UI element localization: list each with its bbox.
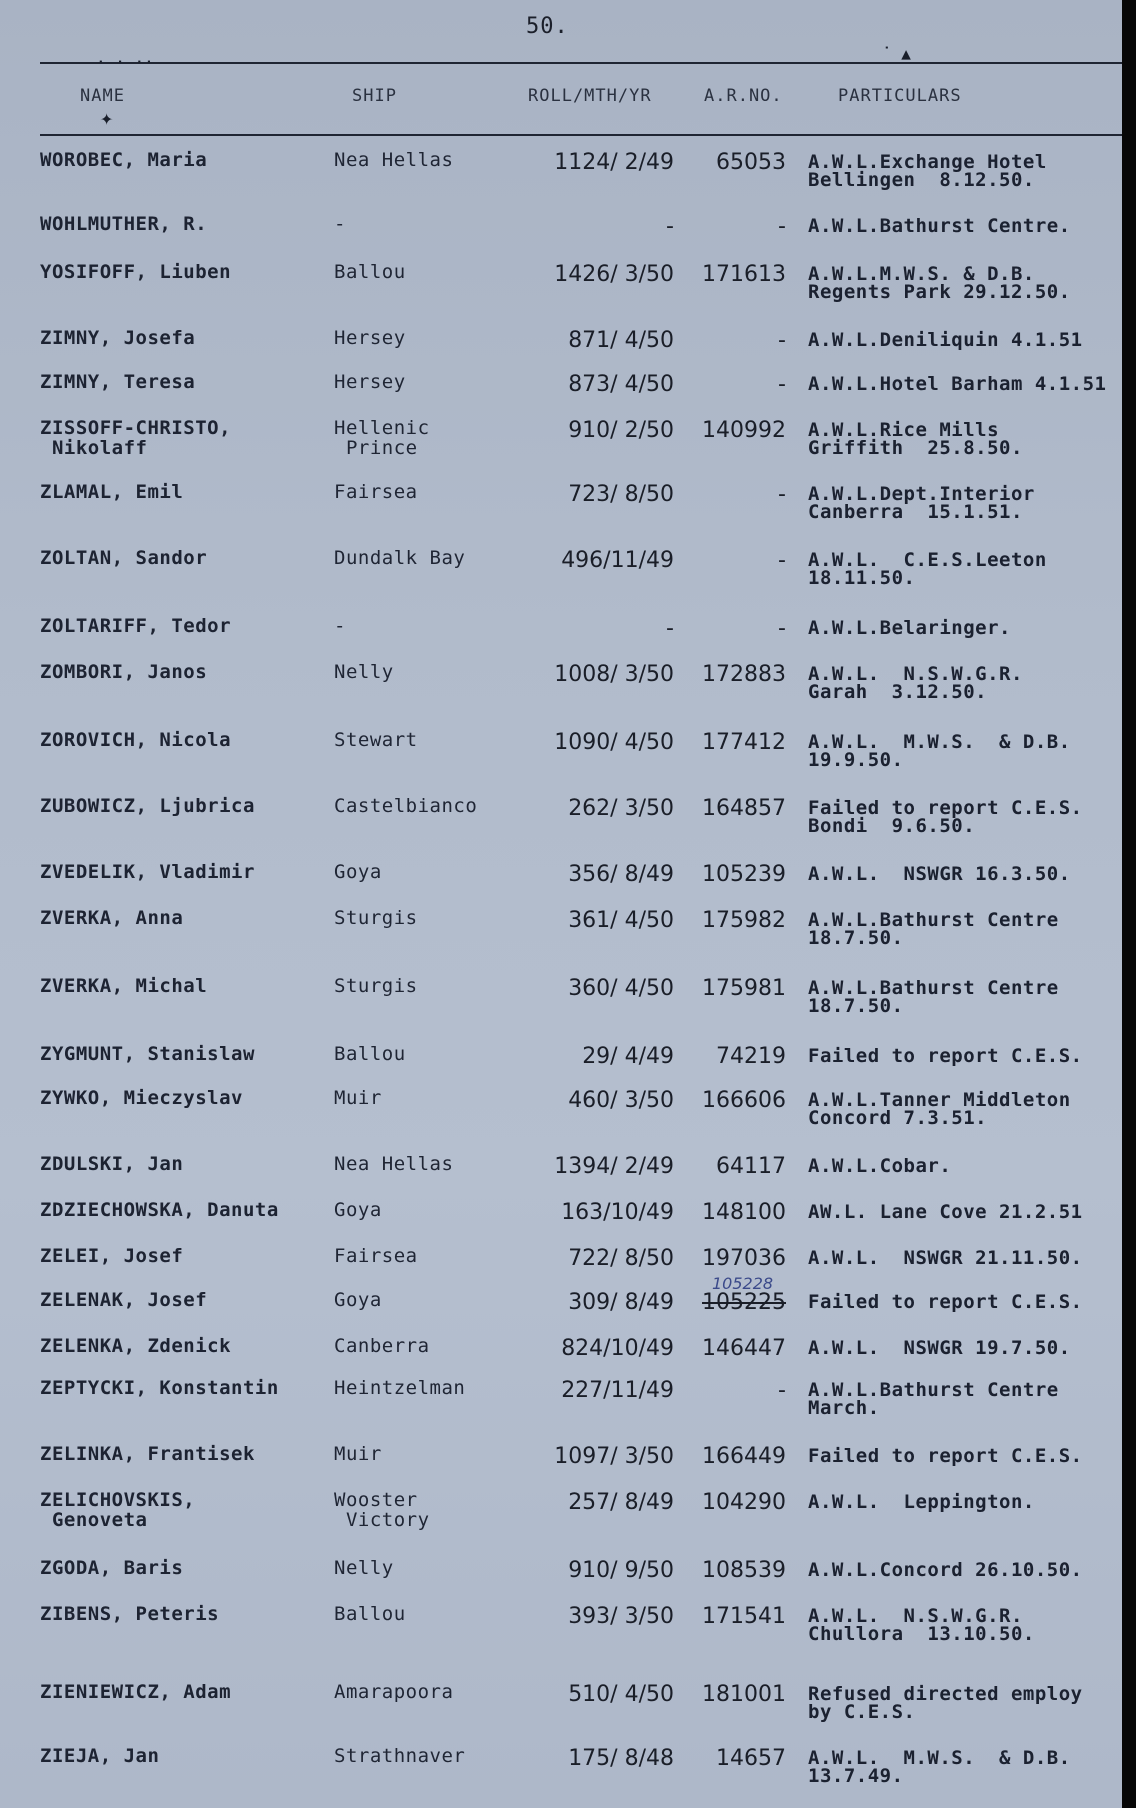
entry-name: ZOROVICH, Nicola — [40, 729, 232, 751]
entry-ship: Nelly — [334, 661, 394, 683]
entry-ar-no: 175981 — [702, 976, 786, 1001]
entry-particulars: Failed to report C.E.S. — [808, 1291, 1083, 1313]
entry-particulars: Concord 7.3.51. — [808, 1107, 988, 1129]
entry-roll: 873/ 4/50 — [568, 372, 674, 397]
entry-particulars: Griffith 25.8.50. — [808, 437, 1023, 459]
entry-roll: - — [666, 616, 674, 641]
entry-name: ZIMNY, Josefa — [40, 327, 196, 349]
entry-ar-no: 146447 — [702, 1336, 786, 1361]
top-rule — [40, 62, 1122, 64]
entry-roll: 309/ 8/49 — [568, 1290, 674, 1315]
entry-roll: 1097/ 3/50 — [554, 1444, 674, 1469]
entry-ship: Strathnaver — [334, 1745, 466, 1767]
entry-ship: - — [334, 615, 346, 637]
entry-roll: 29/ 4/49 — [582, 1044, 674, 1069]
entry-ar-no: - — [778, 1378, 786, 1403]
ink-specks: ✦ — [100, 106, 114, 131]
entry-particulars: Refused directed employ — [808, 1683, 1083, 1705]
entry-roll: 1426/ 3/50 — [554, 262, 674, 287]
entry-roll: 1090/ 4/50 — [554, 730, 674, 755]
entry-ar-no: 108539 — [702, 1558, 786, 1583]
entry-particulars: 18.11.50. — [808, 567, 916, 589]
entry-ship: Prince — [334, 437, 418, 459]
entry-ar-no: 166449 — [702, 1444, 786, 1469]
page-number: 50. — [526, 14, 569, 39]
entry-roll: - — [666, 214, 674, 239]
entry-name: ZDULSKI, Jan — [40, 1153, 184, 1175]
entry-ar-no: 164857 — [702, 796, 786, 821]
entry-particulars: A.W.L. NSWGR 21.11.50. — [808, 1247, 1083, 1269]
entry-ar-no: 74219 — [716, 1044, 786, 1069]
entry-ship: Sturgis — [334, 975, 418, 997]
entry-roll: 460/ 3/50 — [568, 1088, 674, 1113]
entry-ar-no: - — [778, 328, 786, 353]
entry-particulars: A.W.L.Belaringer. — [808, 617, 1011, 639]
entry-roll: 871/ 4/50 — [568, 328, 674, 353]
entry-ship: Amarapoora — [334, 1681, 454, 1703]
entry-ar-no: 65053 — [716, 150, 786, 175]
entry-particulars: Failed to report C.E.S. — [808, 1045, 1083, 1067]
entry-name: ZOMBORI, Janos — [40, 661, 208, 683]
entry-particulars: A.W.L.Concord 26.10.50. — [808, 1559, 1083, 1581]
entry-roll: 1008/ 3/50 — [554, 662, 674, 687]
entry-name: ZELEI, Josef — [40, 1245, 184, 1267]
entry-name: ZLAMAL, Emil — [40, 481, 184, 503]
entry-particulars: A.W.L.Tanner Middleton — [808, 1089, 1071, 1111]
entry-particulars: A.W.L.Bathurst Centre — [808, 909, 1059, 931]
entry-particulars: A.W.L. M.W.S. & D.B. — [808, 731, 1071, 753]
entry-particulars: A.W.L.Bathurst Centre. — [808, 215, 1071, 237]
entry-ar-no: - — [778, 616, 786, 641]
entry-roll: 824/10/49 — [561, 1336, 674, 1361]
entry-ar-no: 175982 — [702, 908, 786, 933]
entry-ar-no: 171613 — [702, 262, 786, 287]
entry-ar-no: 177412 — [702, 730, 786, 755]
entry-ar-no: 104290 — [702, 1490, 786, 1515]
entry-name: ZEPTYCKI, Konstantin — [40, 1377, 279, 1399]
entry-particulars: A.W.L.Hotel Barham 4.1.51 — [808, 373, 1107, 395]
entry-ship: Muir — [334, 1443, 382, 1465]
ink-specks: ˙ ˙ ˙˙ — [96, 58, 154, 77]
entry-roll: 1124/ 2/49 — [554, 150, 674, 175]
entry-ship: Ballou — [334, 1043, 406, 1065]
entry-name: Genoveta — [40, 1509, 148, 1531]
entry-particulars: Bondi 9.6.50. — [808, 815, 976, 837]
entry-name: ZIEJA, Jan — [40, 1745, 160, 1767]
entry-ar-no: - — [778, 482, 786, 507]
entry-ar-no: - — [778, 548, 786, 573]
entry-particulars: 18.7.50. — [808, 995, 904, 1017]
entry-name: WOHLMUTHER, R. — [40, 213, 208, 235]
entry-name: ZYGMUNT, Stanislaw — [40, 1043, 255, 1065]
entry-ship: Canberra — [334, 1335, 430, 1357]
entry-name: ZELENAK, Josef — [40, 1289, 208, 1311]
scan-edge — [1122, 0, 1136, 1808]
entry-name: ZOLTAN, Sandor — [40, 547, 208, 569]
entry-ship: Nea Hellas — [334, 1153, 454, 1175]
entry-roll: 393/ 3/50 — [568, 1604, 674, 1629]
entry-ship: Nelly — [334, 1557, 394, 1579]
entry-name: ZVERKA, Anna — [40, 907, 184, 929]
entry-roll: 910/ 2/50 — [568, 418, 674, 443]
entry-particulars: A.W.L. M.W.S. & D.B. — [808, 1747, 1071, 1769]
entry-name: ZELICHOVSKIS, — [40, 1489, 196, 1511]
entry-name: YOSIFOFF, Liuben — [40, 261, 232, 283]
entry-particulars: 13.7.49. — [808, 1765, 904, 1787]
entry-roll: 262/ 3/50 — [568, 796, 674, 821]
entry-ship: Goya — [334, 861, 382, 883]
entry-particulars: Garah 3.12.50. — [808, 681, 988, 703]
entry-particulars: AW.L. Lane Cove 21.2.51 — [808, 1201, 1083, 1223]
header-name: NAME — [80, 86, 125, 106]
entry-particulars: A.W.L.M.W.S. & D.B. — [808, 263, 1035, 285]
entry-particulars: A.W.L. C.E.S.Leeton — [808, 549, 1047, 571]
entry-ar-no: 14657 — [716, 1746, 786, 1771]
entry-name: ZVEDELIK, Vladimir — [40, 861, 255, 883]
entry-particulars: 19.9.50. — [808, 749, 904, 771]
entry-particulars: A.W.L. N.S.W.G.R. — [808, 663, 1023, 685]
entry-ar-no: 181001 — [702, 1682, 786, 1707]
entry-particulars: A.W.L.Rice Mills — [808, 419, 1000, 441]
entry-ship: Stewart — [334, 729, 418, 751]
entry-roll: 356/ 8/49 — [568, 862, 674, 887]
entry-ship: Goya — [334, 1289, 382, 1311]
entry-roll: 510/ 4/50 — [568, 1682, 674, 1707]
entry-name: Nikolaff — [40, 437, 148, 459]
entry-ship: Dundalk Bay — [334, 547, 466, 569]
entry-particulars: March. — [808, 1397, 880, 1419]
header-ar-no: A.R.NO. — [704, 86, 783, 106]
entry-roll: 723/ 8/50 — [568, 482, 674, 507]
header-roll: ROLL/MTH/YR — [528, 86, 652, 106]
entry-name: ZVERKA, Michal — [40, 975, 208, 997]
entry-roll: 360/ 4/50 — [568, 976, 674, 1001]
entry-ar-no: 64117 — [716, 1154, 786, 1179]
entry-ship: Ballou — [334, 261, 406, 283]
entry-particulars: Failed to report C.E.S. — [808, 797, 1083, 819]
entry-particulars: A.W.L.Deniliquin 4.1.51 — [808, 329, 1083, 351]
entry-ship: Victory — [334, 1509, 430, 1531]
entry-ar-no: 105225 — [702, 1290, 786, 1315]
entry-name: ZIENIEWICZ, Adam — [40, 1681, 232, 1703]
header-rule — [40, 134, 1122, 136]
ink-specks: ˙ ▲ — [882, 44, 911, 63]
entry-name: ZUBOWICZ, Ljubrica — [40, 795, 255, 817]
entry-ar-no: 171541 — [702, 1604, 786, 1629]
entry-ship: Muir — [334, 1087, 382, 1109]
entry-ar-no: 140992 — [702, 418, 786, 443]
entry-ship: Fairsea — [334, 1245, 418, 1267]
entry-particulars: Bellingen 8.12.50. — [808, 169, 1035, 191]
entry-particulars: A.W.L. Leppington. — [808, 1491, 1035, 1513]
entry-roll: 722/ 8/50 — [568, 1246, 674, 1271]
entry-particulars: A.W.L. NSWGR 16.3.50. — [808, 863, 1071, 885]
entry-roll: 163/10/49 — [561, 1200, 674, 1225]
entry-particulars: Canberra 15.1.51. — [808, 501, 1023, 523]
entry-ship: Hersey — [334, 327, 406, 349]
entry-particulars: Chullora 13.10.50. — [808, 1623, 1035, 1645]
entry-name: ZIMNY, Teresa — [40, 371, 196, 393]
entry-particulars: by C.E.S. — [808, 1701, 916, 1723]
entry-roll: 227/11/49 — [561, 1378, 674, 1403]
entry-ar-no: - — [778, 372, 786, 397]
entry-roll: 496/11/49 — [561, 548, 674, 573]
entry-name: ZDZIECHOWSKA, Danuta — [40, 1199, 279, 1221]
entry-particulars: A.W.L.Exchange Hotel — [808, 151, 1047, 173]
handwritten-correction: 105228 — [712, 1274, 774, 1293]
entry-ar-no: - — [778, 214, 786, 239]
entry-name: ZELENKA, Zdenick — [40, 1335, 232, 1357]
entry-name: ZGODA, Baris — [40, 1557, 184, 1579]
entry-name: ZISSOFF-CHRISTO, — [40, 417, 232, 439]
header-ship: SHIP — [352, 86, 397, 106]
entry-ship: Sturgis — [334, 907, 418, 929]
entry-ar-no: 172883 — [702, 662, 786, 687]
entry-roll: 175/ 8/48 — [568, 1746, 674, 1771]
entry-particulars: A.W.L. N.S.W.G.R. — [808, 1605, 1023, 1627]
entry-particulars: A.W.L.Bathurst Centre — [808, 1379, 1059, 1401]
entry-roll: 361/ 4/50 — [568, 908, 674, 933]
entry-ship: Wooster — [334, 1489, 418, 1511]
entry-particulars: A.W.L. NSWGR 19.7.50. — [808, 1337, 1071, 1359]
entry-ar-no: 197036 — [702, 1246, 786, 1271]
entry-ar-no: 166606 — [702, 1088, 786, 1113]
entry-roll: 257/ 8/49 — [568, 1490, 674, 1515]
entry-ship: Heintzelman — [334, 1377, 466, 1399]
entry-roll: 910/ 9/50 — [568, 1558, 674, 1583]
entry-ship: - — [334, 213, 346, 235]
entry-name: ZOLTARIFF, Tedor — [40, 615, 232, 637]
entry-ar-no: 148100 — [702, 1200, 786, 1225]
entry-ship: Ballou — [334, 1603, 406, 1625]
entry-particulars: Failed to report C.E.S. — [808, 1445, 1083, 1467]
entry-name: ZELINKA, Frantisek — [40, 1443, 255, 1465]
entry-ar-no: 105239 — [702, 862, 786, 887]
entry-ship: Nea Hellas — [334, 149, 454, 171]
entry-name: ZYWKO, Mieczyslav — [40, 1087, 243, 1109]
entry-ship: Goya — [334, 1199, 382, 1221]
entry-particulars: A.W.L.Bathurst Centre — [808, 977, 1059, 999]
entry-name: ZIBENS, Peteris — [40, 1603, 220, 1625]
entry-ship: Castelbianco — [334, 795, 478, 817]
header-particulars: PARTICULARS — [838, 86, 962, 106]
entry-particulars: Regents Park 29.12.50. — [808, 281, 1071, 303]
entry-particulars: A.W.L.Cobar. — [808, 1155, 952, 1177]
entry-name: WOROBEC, Maria — [40, 149, 208, 171]
entry-particulars: 18.7.50. — [808, 927, 904, 949]
entry-ship: Hellenic — [334, 417, 430, 439]
entry-ship: Fairsea — [334, 481, 418, 503]
entry-ship: Hersey — [334, 371, 406, 393]
entry-roll: 1394/ 2/49 — [554, 1154, 674, 1179]
entry-particulars: A.W.L.Dept.Interior — [808, 483, 1035, 505]
